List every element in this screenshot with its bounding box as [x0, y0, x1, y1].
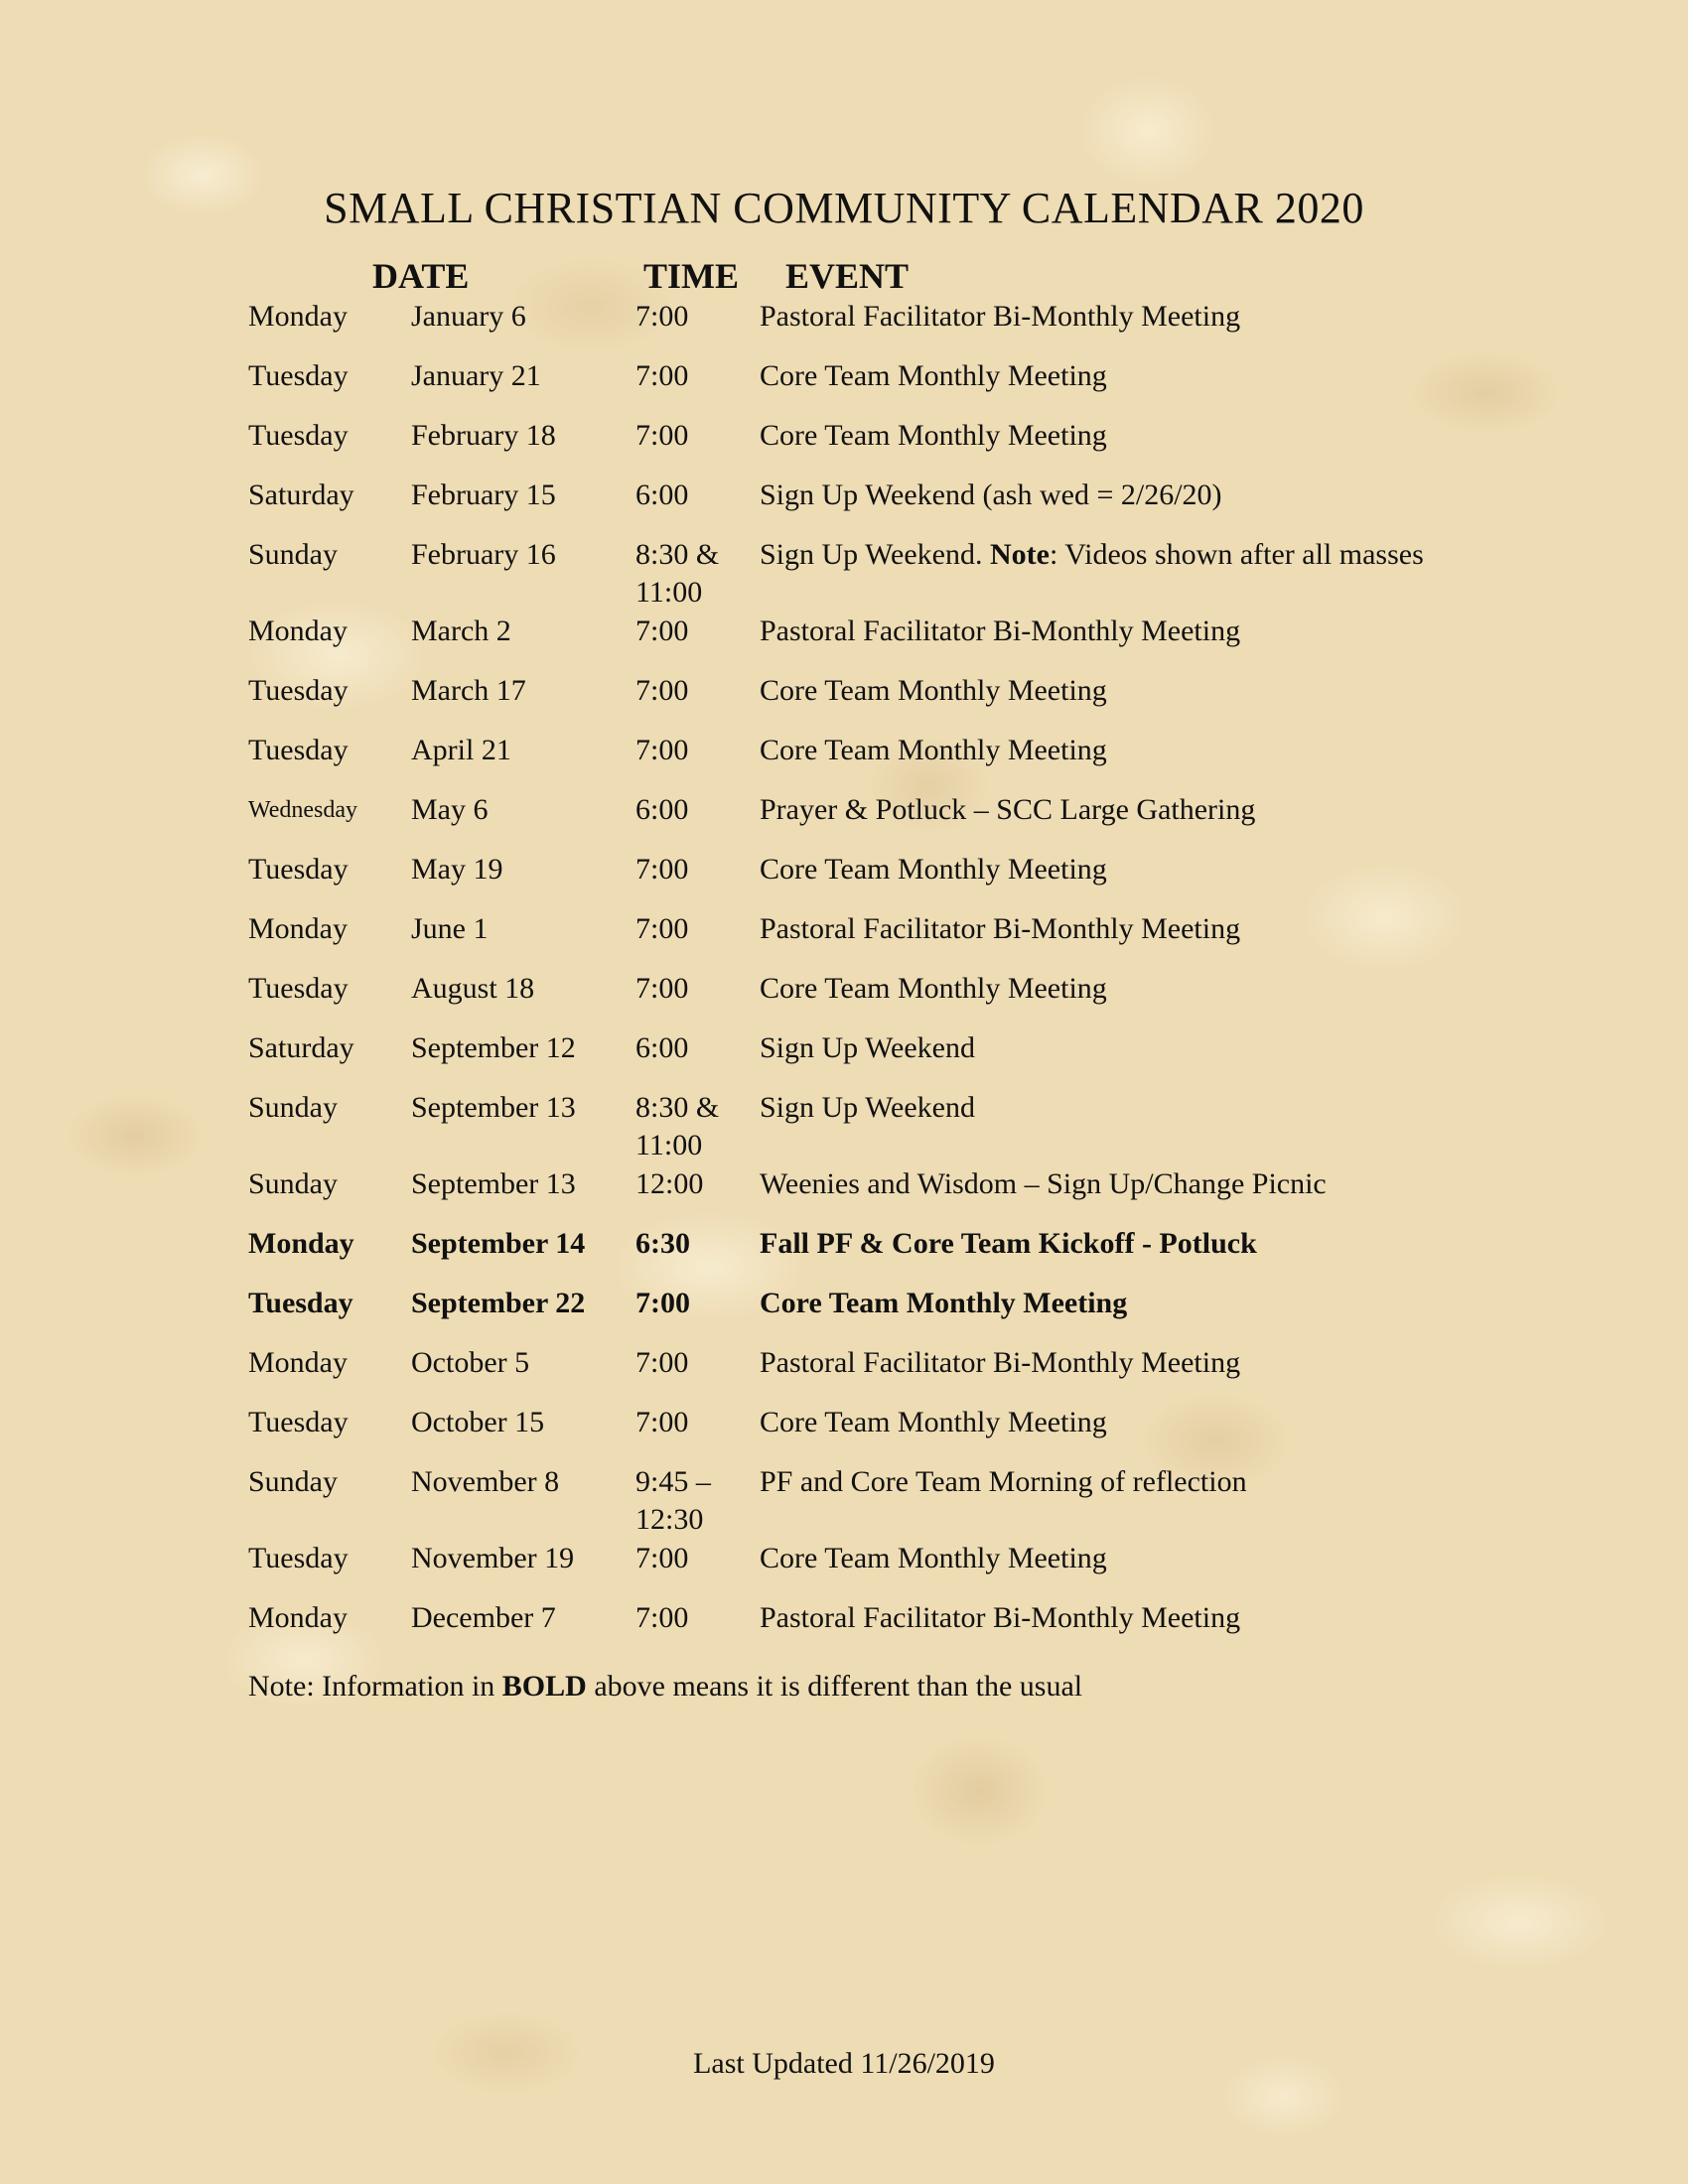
- row-date: April 21: [411, 734, 511, 766]
- row-day: Monday: [248, 1601, 348, 1634]
- table-row: [0, 477, 1688, 536]
- row-event: Core Team Monthly Meeting: [760, 1406, 1107, 1438]
- row-date: October 15: [411, 1406, 545, 1438]
- table-row-bold: [0, 1225, 1688, 1285]
- note-text: Note: Information in: [248, 1670, 502, 1703]
- row-time: 7:00: [635, 1346, 689, 1379]
- row-day: Monday: [248, 1227, 354, 1260]
- row-event: Weenies and Wisdom – Sign Up/Change Picnic: [760, 1167, 1327, 1200]
- row-event: [760, 536, 1445, 574]
- note-text: above means it is different than the usual: [586, 1670, 1083, 1703]
- row-day: Sunday: [248, 538, 338, 571]
- row-time: 7:00: [635, 359, 689, 392]
- table-row: [0, 417, 1688, 477]
- row-time: 6:30: [635, 1227, 690, 1260]
- row-event: Core Team Monthly Meeting: [760, 1287, 1128, 1319]
- header-event: EVENT: [785, 256, 910, 296]
- row-date: September 12: [411, 1031, 576, 1064]
- row-date: September 13: [411, 1091, 576, 1124]
- row-time: 7:00: [635, 1601, 689, 1634]
- table-row: [0, 970, 1688, 1029]
- row-event-bold: Note: [990, 538, 1050, 571]
- row-day: Tuesday: [248, 734, 349, 766]
- row-time: 6:00: [635, 793, 689, 826]
- row-date: March 2: [411, 614, 511, 647]
- row-day: Saturday: [248, 478, 354, 511]
- table-row: [0, 732, 1688, 791]
- row-time: 7:00: [635, 614, 689, 647]
- table-row: [0, 1029, 1688, 1089]
- row-day: Saturday: [248, 1031, 354, 1064]
- table-row: [0, 1540, 1688, 1599]
- row-day: Tuesday: [248, 972, 349, 1005]
- row-event-text: : Videos shown after all masses: [1050, 538, 1424, 571]
- row-date: October 5: [411, 1346, 530, 1379]
- row-event: Core Team Monthly Meeting: [760, 419, 1107, 452]
- row-day: Tuesday: [248, 1287, 353, 1319]
- row-event: Pastoral Facilitator Bi-Monthly Meeting: [760, 614, 1241, 647]
- table-row: [0, 672, 1688, 732]
- row-day: Monday: [248, 300, 348, 333]
- row-date: June 1: [411, 912, 489, 945]
- row-event: PF and Core Team Morning of reflection: [760, 1465, 1247, 1498]
- table-row: [0, 536, 1688, 613]
- row-time: 7:00: [635, 300, 689, 333]
- row-date: September 13: [411, 1167, 576, 1200]
- row-time: 7:00: [635, 853, 689, 886]
- row-event-text: Sign Up Weekend.: [760, 538, 991, 571]
- table-row: [0, 613, 1688, 672]
- row-day: Tuesday: [248, 674, 349, 707]
- row-date: September 22: [411, 1287, 586, 1319]
- header-date: DATE: [372, 256, 470, 296]
- column-header: [0, 255, 1688, 299]
- table-row: [0, 298, 1688, 357]
- page-title: SMALL CHRISTIAN COMMUNITY CALENDAR 2020: [324, 184, 1364, 232]
- header-time: TIME: [643, 256, 740, 296]
- row-day: Tuesday: [248, 1542, 349, 1574]
- bold-note: [248, 1670, 1082, 1704]
- row-event: Core Team Monthly Meeting: [760, 1542, 1107, 1574]
- table-row: [0, 851, 1688, 910]
- table-row: [0, 1463, 1688, 1540]
- row-day: Tuesday: [248, 359, 349, 392]
- row-event: Prayer & Potluck – SCC Large Gathering: [760, 793, 1256, 826]
- row-date: March 17: [411, 674, 526, 707]
- row-time: 8:30 & 11:00: [635, 538, 720, 609]
- row-day: Monday: [248, 614, 348, 647]
- row-day: Wednesday: [248, 797, 358, 823]
- row-day: Tuesday: [248, 853, 349, 886]
- table-row: [0, 1599, 1688, 1659]
- event-list: [0, 298, 1688, 1659]
- table-row: [0, 1165, 1688, 1225]
- row-time: 7:00: [635, 674, 689, 707]
- row-day: Monday: [248, 1346, 348, 1379]
- table-row: [0, 357, 1688, 417]
- row-time: 7:00: [635, 912, 689, 945]
- row-time: 7:00: [635, 1406, 689, 1438]
- last-updated: Last Updated 11/26/2019: [693, 2047, 995, 2080]
- row-event: Core Team Monthly Meeting: [760, 972, 1107, 1005]
- row-time: 9:45 – 12:30: [635, 1465, 711, 1536]
- row-event: Core Team Monthly Meeting: [760, 734, 1107, 766]
- row-time: 7:00: [635, 734, 689, 766]
- table-row: [0, 910, 1688, 970]
- table-row: [0, 1344, 1688, 1404]
- row-date: May 6: [411, 793, 489, 826]
- row-day: Sunday: [248, 1465, 338, 1498]
- row-date: February 15: [411, 478, 556, 511]
- row-time: 8:30 & 11:00: [635, 1091, 720, 1161]
- row-event: Core Team Monthly Meeting: [760, 359, 1107, 392]
- row-date: January 6: [411, 300, 526, 333]
- row-day: Tuesday: [248, 419, 349, 452]
- row-event: Sign Up Weekend (ash wed = 2/26/20): [760, 478, 1222, 511]
- row-time: 12:00: [635, 1167, 704, 1200]
- row-event: Pastoral Facilitator Bi-Monthly Meeting: [760, 1346, 1241, 1379]
- note-bold-word: BOLD: [501, 1670, 587, 1703]
- row-event: Pastoral Facilitator Bi-Monthly Meeting: [760, 1601, 1241, 1634]
- table-row-bold: [0, 1285, 1688, 1344]
- row-time: 7:00: [635, 1287, 690, 1319]
- row-date: September 14: [411, 1227, 586, 1260]
- row-date: December 7: [411, 1601, 556, 1634]
- row-time: 7:00: [635, 1542, 689, 1574]
- row-date: November 8: [411, 1465, 560, 1498]
- row-day: Monday: [248, 912, 348, 945]
- row-time: 7:00: [635, 972, 689, 1005]
- row-time: 6:00: [635, 478, 689, 511]
- table-row: [0, 791, 1688, 851]
- row-event: Core Team Monthly Meeting: [760, 853, 1107, 886]
- row-event: Fall PF & Core Team Kickoff - Potluck: [760, 1227, 1257, 1260]
- table-row: [0, 1089, 1688, 1165]
- row-date: January 21: [411, 359, 541, 392]
- row-time: 7:00: [635, 419, 689, 452]
- row-time: 6:00: [635, 1031, 689, 1064]
- row-event: Pastoral Facilitator Bi-Monthly Meeting: [760, 912, 1241, 945]
- row-day: Sunday: [248, 1167, 338, 1200]
- row-date: November 19: [411, 1542, 575, 1574]
- row-date: February 18: [411, 419, 556, 452]
- row-day: Tuesday: [248, 1406, 349, 1438]
- row-day: Sunday: [248, 1091, 338, 1124]
- row-date: February 16: [411, 538, 556, 571]
- row-event: Sign Up Weekend: [760, 1031, 976, 1064]
- row-date: May 19: [411, 853, 503, 886]
- row-event: Pastoral Facilitator Bi-Monthly Meeting: [760, 300, 1241, 333]
- table-row: [0, 1404, 1688, 1463]
- row-date: August 18: [411, 972, 535, 1005]
- row-event: Sign Up Weekend: [760, 1091, 976, 1124]
- row-event: Core Team Monthly Meeting: [760, 674, 1107, 707]
